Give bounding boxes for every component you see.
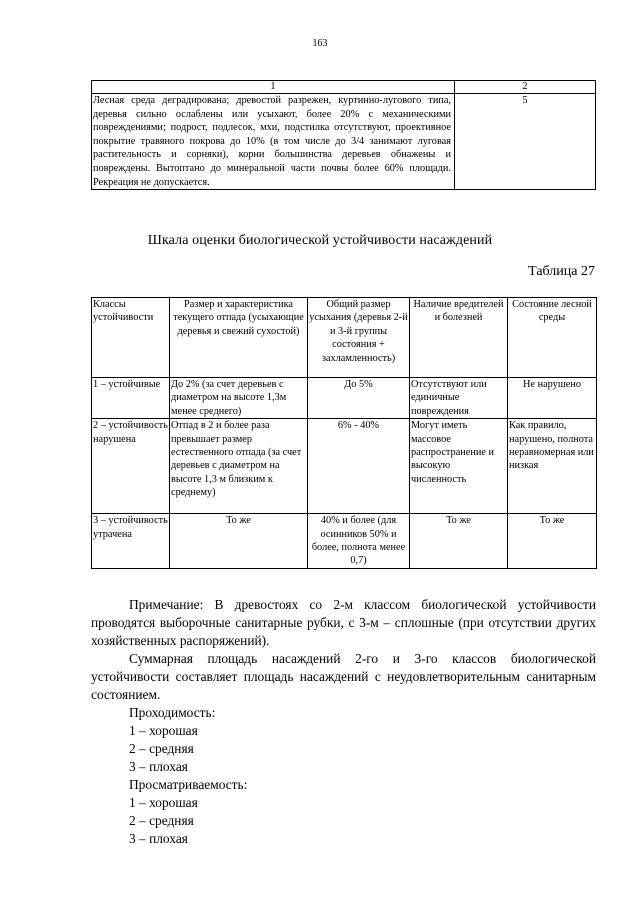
- table-cell: 6% - 40%: [308, 419, 410, 514]
- passability-title: Проходимость:: [129, 705, 216, 720]
- page-number: 163: [312, 38, 328, 49]
- table-label: Таблица 27: [528, 264, 595, 279]
- table-cell: Отсутствуют или единичные повреждения: [410, 378, 508, 419]
- table-cell: 40% и более (для осинников 50% и более, полнота менее 0,7): [308, 514, 410, 569]
- section-title: Шкала оценки биологической устойчивости насаждений: [147, 233, 493, 248]
- column-header: Наличие вредителей и болезней: [410, 298, 508, 378]
- table-cell: То же: [410, 514, 508, 569]
- table-cell: 3 – устойчивость утрачена: [92, 514, 170, 569]
- stability-scale-table: [91, 297, 597, 569]
- note-paragraph: Суммарная площадь насаждений 2-го и 3-го классов биологической устойчивости составляет площадь насаждений с неудовлетворительным санитарным состоянием.: [91, 651, 596, 702]
- table-cell: Отпад в 2 и более раза превышает размер естественного отпада (за счет деревьев с диаметром на высоте 1,3 м близким к среднему): [170, 419, 308, 514]
- table-row: [92, 419, 597, 514]
- table-cell: 1 – устойчивые: [92, 378, 170, 419]
- column-header: Состояние лесной среды: [508, 298, 597, 378]
- column-header: 1: [92, 81, 455, 94]
- list-item: 1 – хорошая: [129, 795, 198, 810]
- table-header-row: [92, 298, 597, 378]
- notes-section: [91, 596, 596, 848]
- table-cell: То же: [508, 514, 597, 569]
- table-header-row: [92, 81, 596, 94]
- table-cell: 2 – устойчивость нарушена: [92, 419, 170, 514]
- table-cell: До 2% (за счет деревьев с диаметром на высоте 1,3м менее среднего): [170, 378, 308, 419]
- visibility-title: Просматриваемость:: [129, 777, 248, 792]
- table-row: [92, 378, 597, 419]
- list-item: 2 – средняя: [129, 813, 194, 828]
- list-item: 2 – средняя: [129, 741, 194, 756]
- column-header: 2: [455, 81, 596, 94]
- table-cell: До 5%: [308, 378, 410, 419]
- table-row: [92, 94, 596, 190]
- degradation-table: [91, 80, 596, 190]
- list-item: 1 – хорошая: [129, 723, 198, 738]
- table-cell: То же: [170, 514, 308, 569]
- column-header: Размер и характеристика текущего отпада (усыхающие деревья и свежий сухостой): [170, 298, 308, 378]
- list-item: 3 – плохая: [129, 759, 188, 774]
- table-cell: Не нарушено: [508, 378, 597, 419]
- table-cell: Как правило, нарушено, полнота неравномерная или низкая: [508, 419, 597, 514]
- degradation-score: 5: [455, 94, 596, 190]
- table-cell: Могут иметь массовое распространение и высокую численность: [410, 419, 508, 514]
- column-header: Общий размер усыхания (деревья 2-й и 3-й группы состояния + захламленность): [308, 298, 410, 378]
- degradation-description: Лесная среда деградирована; древостой разрежен, куртинно-лугового типа, деревья сильно ослаблены или усыхают, более 20% с механическими повреждениями; подрост, подлесок, мхи, подстилка отсутствуют, проективное покрытие травяного покрова до 10% (в том числе до 3/4 занимают луговая растительность и сорняки), корни большинства деревьев обнажены и повреждены. Вытоптано до минеральной части почвы более 60% площади. Рекреация не допускается.: [92, 94, 455, 190]
- column-header: Классы устойчивости: [92, 298, 170, 378]
- note-paragraph: Примечание: В древостоях со 2-м классом биологической устойчивости проводятся выборочные санитарные рубки, с 3-м – сплошные (при отсутствии других хозяйственных распоряжений).: [91, 597, 596, 648]
- table-row: [92, 514, 597, 569]
- list-item: 3 – плохая: [129, 831, 188, 846]
